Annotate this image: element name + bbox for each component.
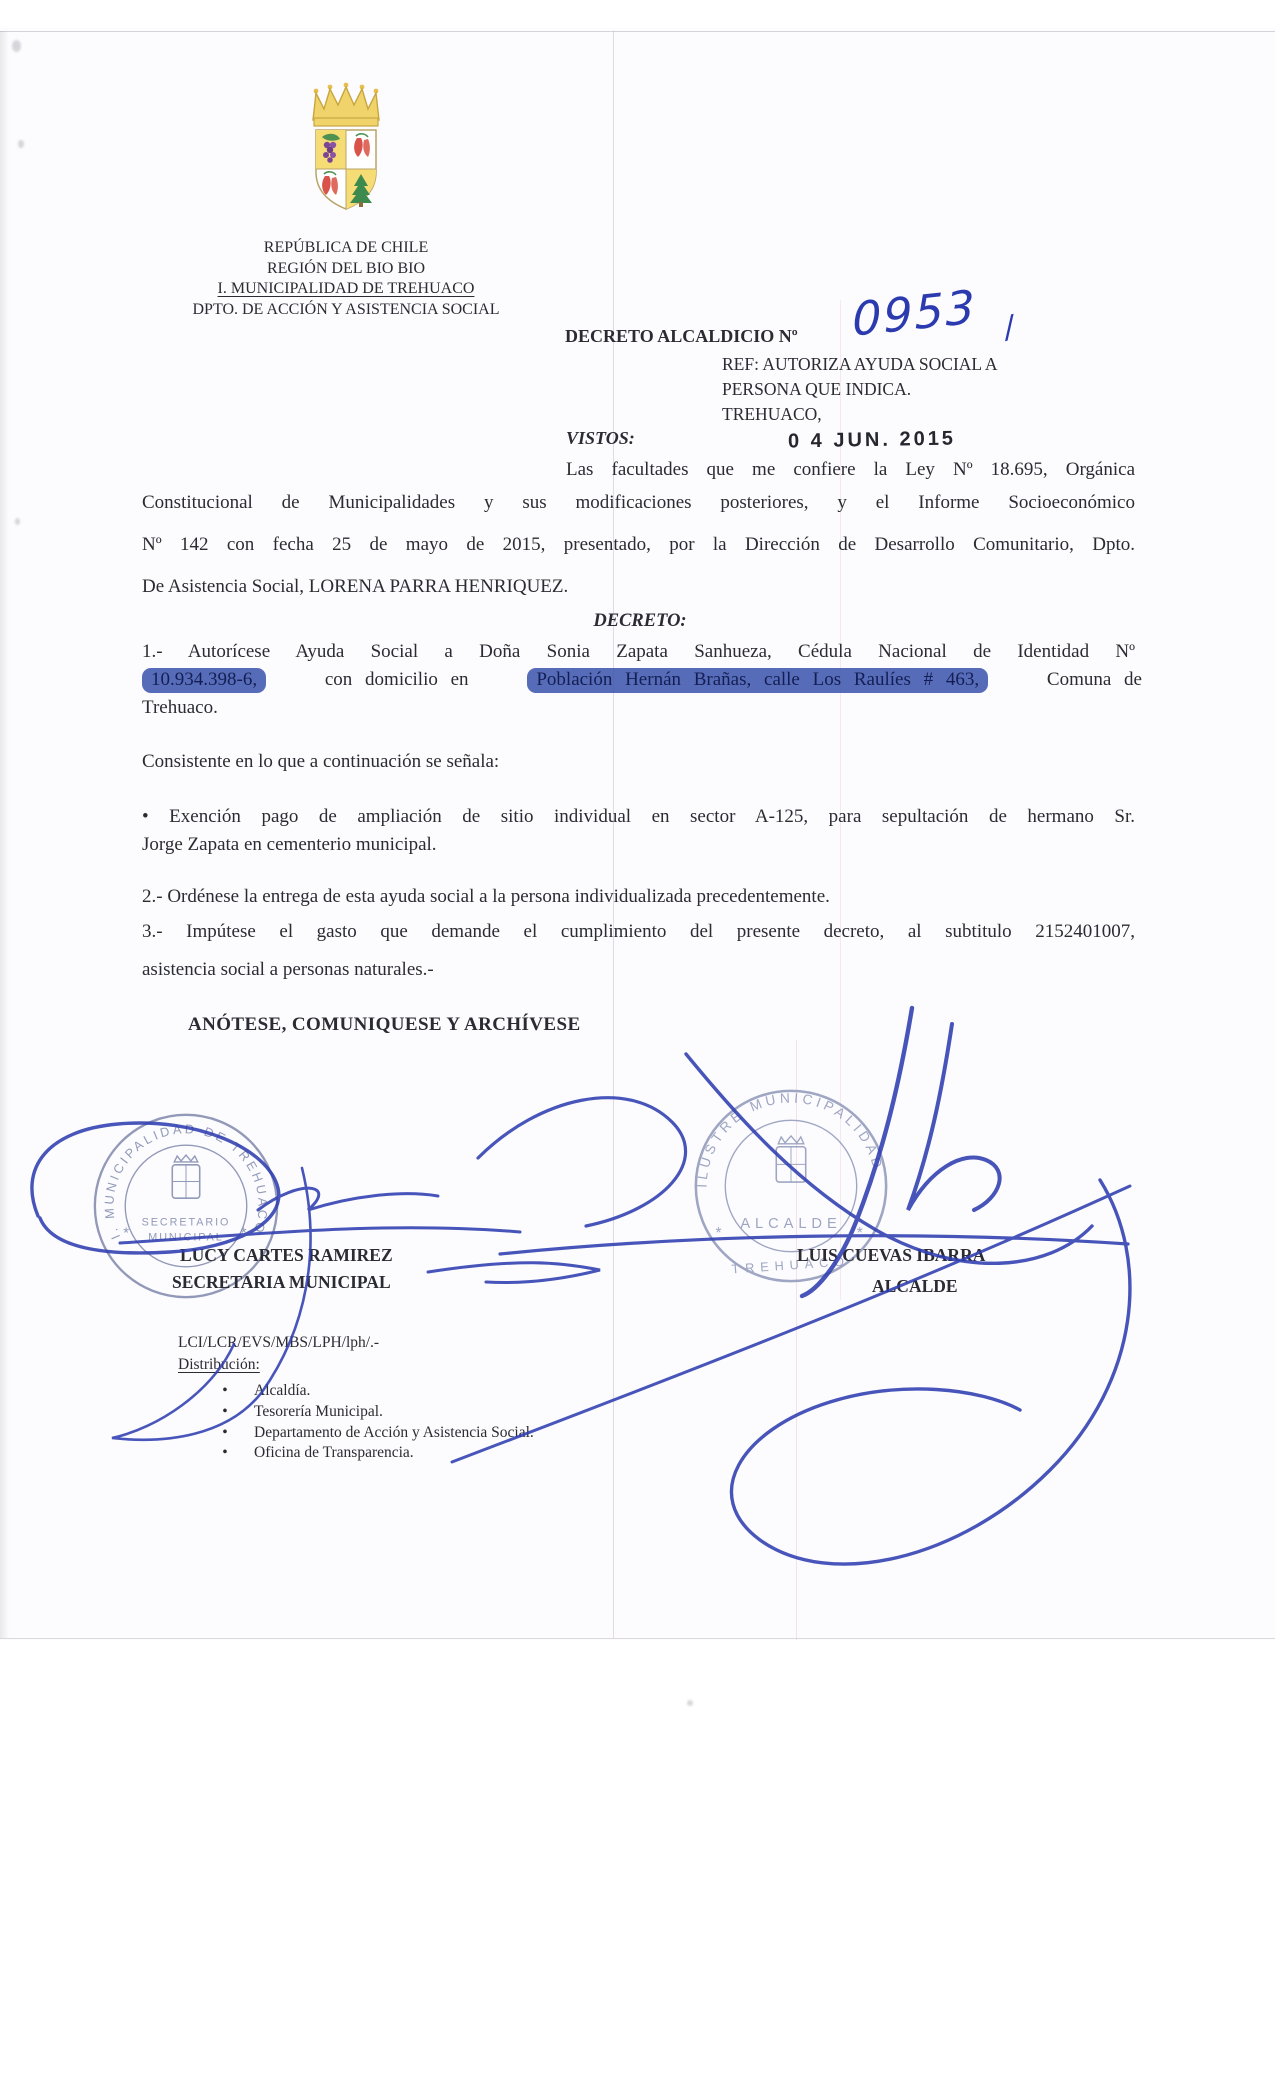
benefit-bullet-line1: • Exención pago de ampliación de sitio individual en sector A-125, para sepultación de hermano Sr. bbox=[142, 806, 1135, 827]
stamp-title-line: SECRETARIO bbox=[141, 1216, 231, 1229]
svg-text:ILUSTRE MUNICIPALIDAD bbox=[695, 1090, 886, 1188]
vistos-label: VISTOS: bbox=[566, 428, 635, 448]
body-line: Constitucional de Municipalidades y sus modificaciones posteriores, y el Informe Socioeconómico bbox=[142, 492, 1135, 513]
stamp-star: * bbox=[123, 1225, 129, 1242]
stamp-bottom-text: TREHUACO bbox=[730, 1253, 851, 1277]
decreto-item1-mid-text: con domicilio en bbox=[324, 669, 469, 690]
ref-line: PERSONA QUE INDICA. bbox=[722, 379, 912, 399]
letterhead-line: REPÚBLICA DE CHILE bbox=[263, 239, 429, 256]
decree-number-label: DECRETO ALCALDICIO Nº bbox=[565, 326, 798, 346]
letterhead-line: I. MUNICIPALIDAD DE TREHUACO bbox=[217, 280, 475, 297]
signatory-name-alcalde: LUIS CUEVAS IBARRA bbox=[797, 1245, 986, 1265]
decreto-item1-line2 bbox=[142, 668, 1142, 693]
ref-block bbox=[722, 352, 998, 427]
signatory-title-secretaria: SECRETARIA MUNICIPAL bbox=[172, 1272, 391, 1292]
distribution-item bbox=[210, 1402, 534, 1423]
distribution-item bbox=[210, 1423, 534, 1444]
stamp-star: * bbox=[240, 1225, 247, 1242]
body-line: De Asistencia Social, LORENA PARRA HENRIQUEZ. bbox=[142, 576, 569, 597]
scan-smudge bbox=[15, 518, 20, 525]
decreto-label: DECRETO: bbox=[593, 611, 687, 631]
distribution-item bbox=[210, 1381, 534, 1402]
redacted-id-number: 10.934.398-6, bbox=[142, 668, 266, 693]
scan-smudge bbox=[18, 140, 24, 148]
ref-line: REF: AUTORIZA AYUDA SOCIAL A bbox=[722, 354, 998, 374]
distribution-item-label: Tesorería Municipal. bbox=[254, 1402, 383, 1420]
stamp-ring-text: ILUSTRE MUNICIPALIDAD bbox=[694, 1090, 886, 1189]
scan-smudge bbox=[687, 1700, 693, 1706]
body-line: Nº 142 con fecha 25 de mayo de 2015, presentado, por la Dirección de Desarrollo Comunitario, Dpto. bbox=[142, 534, 1135, 555]
scan-bottom-edge bbox=[0, 1638, 1275, 1639]
bullet-icon: • bbox=[222, 1444, 228, 1462]
decreto-item1-line3: Trehuaco. bbox=[142, 697, 218, 718]
decreto-item3-line1: 3.- Impútese el gasto que demande el cumplimiento del presente decreto, al subtitulo 2152401007, bbox=[142, 921, 1135, 942]
decreto-item3-line2: asistencia social a personas naturales.- bbox=[142, 959, 434, 980]
signatory-title-alcalde: ALCALDE bbox=[872, 1276, 958, 1296]
date-stamp: 0 4 JUN. 2015 bbox=[787, 427, 957, 453]
consistente-line: Consistente en lo que a continuación se señala: bbox=[142, 751, 500, 772]
anotese-line: ANÓTESE, COMUNIQUESE Y ARCHÍVESE bbox=[188, 1014, 581, 1035]
body-line: Las facultades que me confiere la Ley Nº 18.695, Orgánica bbox=[566, 459, 1135, 480]
distribution-item-label: Alcaldía. bbox=[254, 1382, 311, 1399]
bullet-icon: • bbox=[222, 1382, 228, 1399]
decreto-item1-end-text: Comuna de bbox=[1046, 669, 1142, 690]
stamp-ring-text: I. MUNICIPALIDAD DE TREHUACO bbox=[101, 1121, 271, 1242]
ref-line: TREHUACO, bbox=[722, 404, 822, 424]
municipal-coat-of-arms bbox=[299, 80, 393, 212]
letterhead-line: REGIÓN DEL BIO BIO bbox=[266, 259, 426, 277]
crown-shape bbox=[313, 87, 379, 120]
bullet-icon: • bbox=[222, 1423, 228, 1441]
distribution-label: Distribución: bbox=[178, 1356, 260, 1373]
footer-initials: LCI/LCR/EVS/MBS/LPH/lph/.- bbox=[178, 1334, 380, 1351]
decreto-item2: 2.- Ordénese la entrega de esta ayuda social a la persona individualizada precedentemente. bbox=[142, 886, 830, 907]
distribution-item-label: Oficina de Transparencia. bbox=[254, 1444, 414, 1462]
distribution-item bbox=[210, 1443, 534, 1464]
letterhead bbox=[160, 238, 532, 320]
benefit-bullet-line2: Jorge Zapata en cementerio municipal. bbox=[142, 834, 437, 855]
signatory-name-secretaria: LUCY CARTES RAMIREZ bbox=[180, 1245, 393, 1265]
scan-left-shadow bbox=[0, 31, 9, 1638]
stamp-star: * bbox=[715, 1224, 722, 1242]
decree-number-handwritten: 0953 bbox=[851, 279, 978, 347]
scan-smudge bbox=[12, 40, 21, 52]
stamp-center-text: ALCALDE bbox=[740, 1216, 842, 1233]
distribution-item-label: Departamento de Acción y Asistencia Social. bbox=[254, 1423, 534, 1441]
decreto-item1-line1: 1.- Autorícese Ayuda Social a Doña Sonia Zapata Sanhueza, Cédula Nacional de Identidad Nº bbox=[142, 641, 1135, 662]
distribution-list bbox=[210, 1381, 534, 1464]
stamp-title-line: MUNICIPAL bbox=[148, 1231, 224, 1244]
decree-number-slash: / bbox=[999, 309, 1019, 346]
letterhead-line: DPTO. DE ACCIÓN Y ASISTENCIA SOCIAL bbox=[192, 300, 500, 318]
scan-top-edge bbox=[0, 31, 1275, 32]
bullet-icon: • bbox=[222, 1402, 228, 1420]
redacted-address: Población Hernán Brañas, calle Los Raulíes # 463, bbox=[527, 668, 988, 693]
stamp-star: * bbox=[856, 1224, 863, 1242]
